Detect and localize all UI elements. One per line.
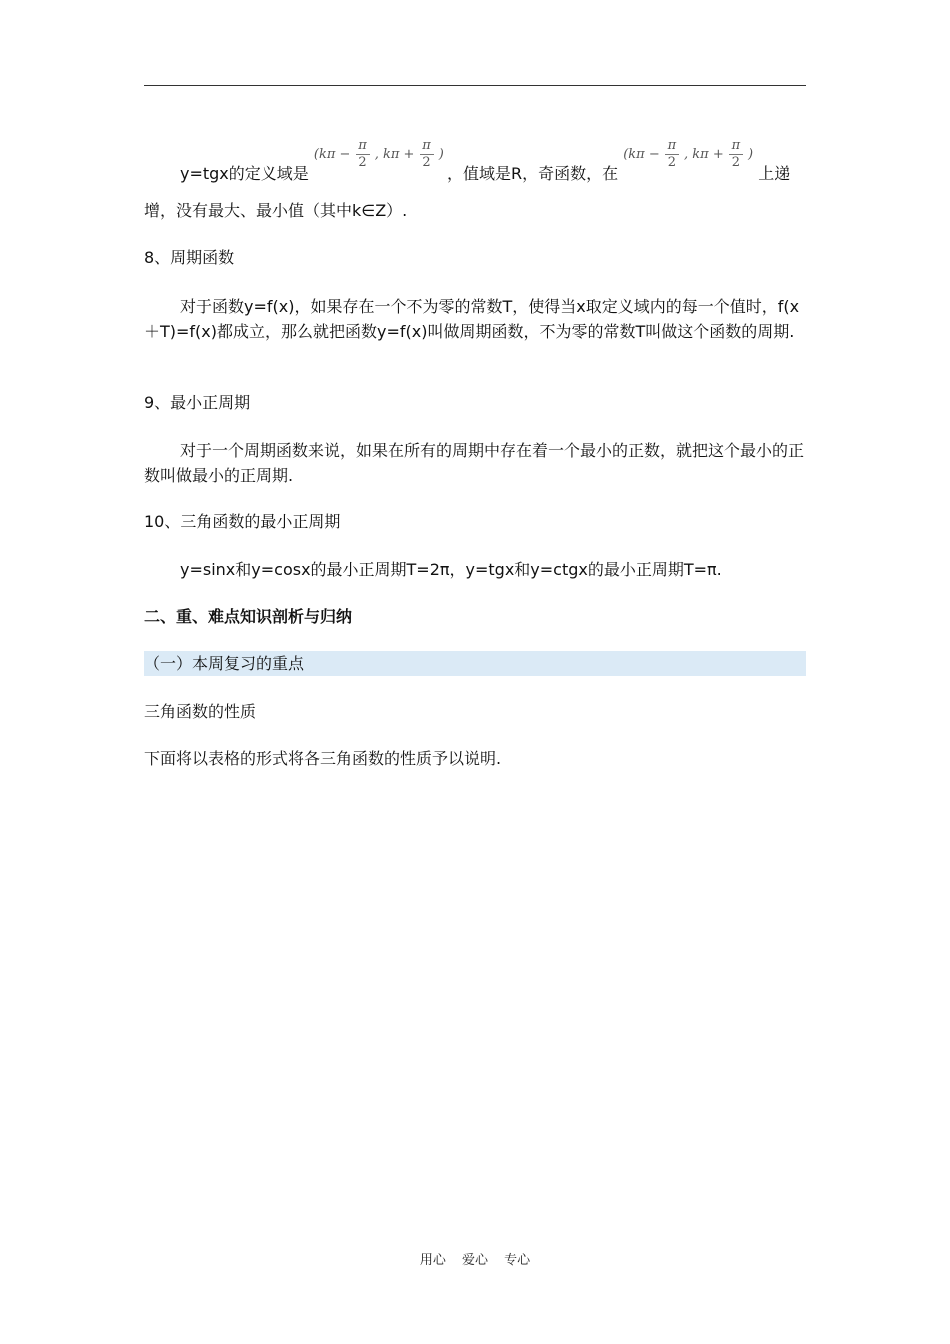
denominator: 2: [422, 155, 431, 170]
footer-word-1: 用心: [419, 1253, 446, 1268]
tgx-text-b: ，值域是R，奇函数，在: [446, 163, 619, 183]
subsection-heading: （一）本周复习的重点: [144, 651, 806, 676]
footer-word-2: 爱心: [461, 1253, 488, 1268]
paragraph-periodic-function: 对于函数y=f(x)，如果存在一个不为零的常数T，使得当x取定义域内的每一个值时，f(x＋T)=f(x)都成立，那么就把函数y=f(x)叫做周期函数，不为零的常数T叫做这个函数的周期.: [144, 297, 800, 341]
header-rule: [144, 85, 806, 86]
section-heading: 二、重、难点知识剖析与归纳: [144, 607, 353, 626]
table-intro: 下面将以表格的形式将各三角函数的性质予以说明.: [144, 749, 502, 768]
page-footer: [0, 1249, 950, 1268]
denominator: 2: [731, 155, 740, 170]
paragraph-trig-min-period: y=sinx和y=cosx的最小正周期T=2π，y=tgx和y=ctgx的最小正周期T=π.: [180, 560, 722, 579]
topic-title: 三角函数的性质: [144, 702, 257, 721]
formula-part: (kπ −: [313, 147, 351, 162]
tgx-text-c: 上递: [758, 163, 791, 183]
formula-part: ): [748, 147, 754, 162]
heading-trig-min-period: 10、三角函数的最小正周期: [144, 512, 341, 531]
heading-periodic-function: 8、周期函数: [144, 248, 235, 267]
formula-part: , kπ +: [684, 147, 724, 162]
fraction: [356, 138, 370, 171]
numerator: π: [356, 138, 370, 155]
footer-word-3: 专心: [504, 1253, 531, 1268]
tgx-line: [144, 140, 806, 184]
numerator: π: [729, 138, 743, 155]
tgx-text-a: y=tgx的定义域是: [180, 163, 309, 183]
fraction: [420, 138, 434, 171]
tgx-continuation: 增，没有最大、最小值（其中k∈Z）.: [144, 201, 408, 220]
interval-formula-1: [314, 138, 442, 182]
denominator: 2: [667, 155, 676, 170]
numerator: π: [420, 138, 434, 155]
paragraph-min-period: 对于一个周期函数来说，如果在所有的周期中存在着一个最小的正数，就把这个最小的正数叫做最小的正周期.: [144, 441, 805, 485]
fraction: [665, 138, 679, 171]
fraction: [729, 138, 743, 171]
formula-part: (kπ −: [623, 147, 660, 162]
heading-min-period: 9、最小正周期: [144, 393, 251, 412]
numerator: π: [665, 138, 679, 155]
formula-part: ): [438, 147, 444, 162]
denominator: 2: [358, 155, 367, 170]
interval-formula-2: [623, 138, 753, 182]
formula-part: , kπ +: [374, 147, 415, 162]
